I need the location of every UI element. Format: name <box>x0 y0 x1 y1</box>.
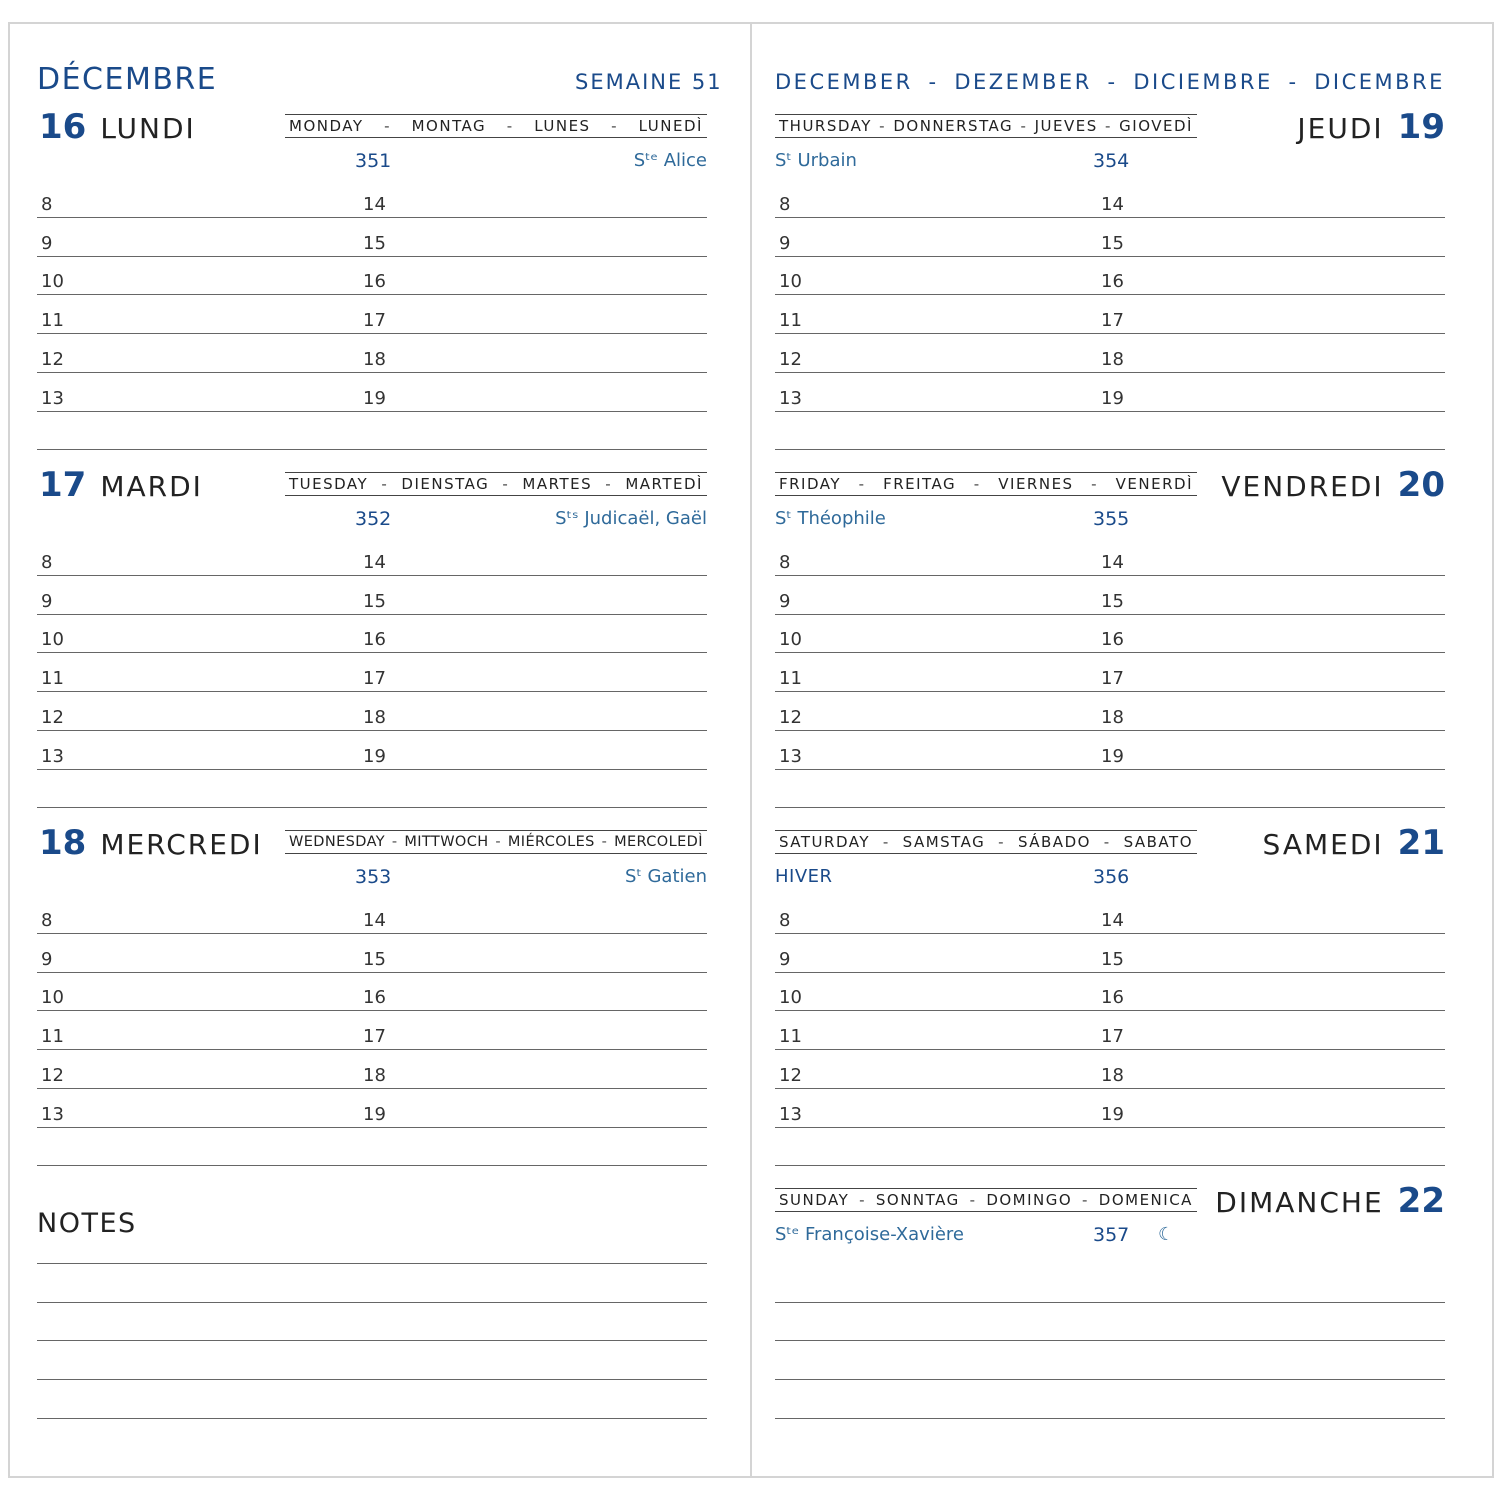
lang-de: SONNTAG <box>875 1191 960 1209</box>
hour-row[interactable] <box>775 577 1445 615</box>
sep: - <box>611 117 619 135</box>
hour-label: 10 <box>779 987 802 1009</box>
day-block-thursday <box>775 107 1445 440</box>
week-label: SEMAINE 51 <box>575 70 723 94</box>
sep: - <box>1105 117 1112 135</box>
lang-it: SABATO <box>1123 833 1193 851</box>
hour-label: 9 <box>779 590 791 612</box>
notes-line[interactable] <box>37 1263 707 1264</box>
month-de: DEZEMBER <box>954 70 1092 94</box>
sep: - <box>384 117 392 135</box>
hour-label: 18 <box>1101 1064 1124 1086</box>
notes-title: NOTES <box>37 1208 137 1239</box>
hour-row[interactable] <box>775 412 1445 450</box>
lang-de: MITTWOCH <box>404 834 489 850</box>
hour-label: 11 <box>41 310 64 332</box>
day-title <box>1262 823 1445 863</box>
hour-label: 11 <box>41 668 64 690</box>
hour-label: 15 <box>1101 232 1124 254</box>
lang-it: MERCOLEDÌ <box>614 834 703 850</box>
sunday-line[interactable] <box>775 1379 1445 1380</box>
hour-label: 18 <box>363 348 386 370</box>
hour-row[interactable] <box>37 615 707 653</box>
hour-label: 13 <box>779 745 802 767</box>
hour-label: 16 <box>1101 629 1124 651</box>
day-title <box>1221 465 1445 505</box>
hour-label: 9 <box>779 948 791 970</box>
hour-label: 12 <box>779 348 802 370</box>
sep: - <box>1091 475 1099 493</box>
day-block-wednesday <box>37 823 707 1156</box>
hour-label: 10 <box>41 271 64 293</box>
day-name: LUNDI <box>100 112 196 145</box>
day-translations <box>285 830 707 854</box>
day-number: 22 <box>1397 1181 1445 1221</box>
notes-line[interactable] <box>37 1340 707 1341</box>
day-name: JEUDI <box>1297 112 1384 145</box>
sep: - <box>1020 117 1028 135</box>
lang-es: JUEVES <box>1034 117 1098 135</box>
sep: - <box>969 1191 977 1209</box>
day-of-year: 356 <box>1093 866 1130 888</box>
day-of-year: 357 <box>1093 1224 1130 1246</box>
day-number: 20 <box>1397 465 1445 505</box>
hour-label: 13 <box>41 1103 64 1125</box>
hour-label: 11 <box>41 1026 64 1048</box>
hour-label: 19 <box>1101 387 1124 409</box>
hour-row[interactable] <box>37 296 707 334</box>
sep: - <box>495 834 502 850</box>
day-name: MARDI <box>100 470 203 503</box>
sep: - <box>859 1191 867 1209</box>
hour-label: 8 <box>41 194 53 215</box>
day-translations <box>775 472 1197 496</box>
month-it: DICEMBRE <box>1314 70 1445 94</box>
hour-label: 10 <box>779 629 802 651</box>
lang-de: DIENSTAG <box>401 475 490 493</box>
hour-label: 11 <box>779 310 802 332</box>
hour-label: 19 <box>363 387 386 409</box>
sep: - <box>605 475 613 493</box>
hour-label: 16 <box>1101 271 1124 293</box>
day-title <box>39 823 263 863</box>
month-es: DICIEMBRE <box>1133 70 1273 94</box>
day-title <box>39 107 196 147</box>
day-of-year: 352 <box>355 508 392 530</box>
day-translations <box>775 114 1197 138</box>
hour-row[interactable] <box>37 973 707 1011</box>
saint-name: Sᵗᵉ Alice <box>633 150 707 171</box>
saint-name: Sᵗᵉ Françoise-Xavière <box>775 1224 964 1245</box>
hour-row[interactable] <box>775 257 1445 295</box>
notes-line[interactable] <box>37 1379 707 1380</box>
day-number: 16 <box>39 107 87 147</box>
hour-label: 15 <box>363 948 386 970</box>
month-translations <box>775 70 1445 94</box>
day-title <box>1215 1181 1445 1221</box>
hour-label: 14 <box>1101 194 1124 215</box>
lang-es: MIÉRCOLES <box>507 834 595 850</box>
lang-en: TUESDAY <box>289 475 369 493</box>
hour-label: 16 <box>363 987 386 1009</box>
hour-row[interactable] <box>775 219 1445 257</box>
day-name: SAMEDI <box>1262 828 1384 861</box>
hour-label: 19 <box>363 1103 386 1125</box>
sep: - <box>973 475 981 493</box>
hour-label: 11 <box>779 668 802 690</box>
hour-row[interactable] <box>37 219 707 257</box>
day-title <box>39 465 203 505</box>
hour-row[interactable] <box>775 1128 1445 1166</box>
saint-name: Sᵗ Urbain <box>775 150 857 171</box>
hour-label: 16 <box>363 629 386 651</box>
hour-label: 13 <box>779 1103 802 1125</box>
sep: - <box>928 70 939 94</box>
lang-en: MONDAY <box>289 117 364 135</box>
sep: - <box>506 117 514 135</box>
hour-label: 18 <box>1101 348 1124 370</box>
hour-row[interactable] <box>775 1090 1445 1128</box>
hour-label: 18 <box>1101 706 1124 728</box>
hour-label: 9 <box>41 948 53 970</box>
hour-row[interactable] <box>37 257 707 295</box>
lang-es: VIERNES <box>998 475 1074 493</box>
day-of-year: 354 <box>1093 150 1130 172</box>
saint-name: Sᵗˢ Judicaël, Gaël <box>555 508 707 529</box>
hour-row[interactable] <box>37 412 707 450</box>
hour-row[interactable] <box>37 335 707 373</box>
hour-label: 14 <box>363 910 386 931</box>
day-translations <box>775 830 1197 854</box>
lang-es: MARTES <box>522 475 593 493</box>
day-name: VENDREDI <box>1221 470 1384 503</box>
hour-label: 12 <box>41 706 64 728</box>
hour-label: 15 <box>363 232 386 254</box>
sep: - <box>502 475 510 493</box>
lang-it: DOMENICA <box>1098 1191 1193 1209</box>
sep: - <box>1288 70 1299 94</box>
day-of-year: 355 <box>1093 508 1130 530</box>
day-number: 19 <box>1397 107 1445 147</box>
hour-label: 14 <box>363 194 386 215</box>
hour-row[interactable] <box>775 180 1445 218</box>
lang-en: FRIDAY <box>779 475 842 493</box>
lang-es: SÁBADO <box>1017 833 1091 851</box>
lang-en: SUNDAY <box>779 1191 850 1209</box>
hour-row[interactable] <box>37 1090 707 1128</box>
saint-name: HIVER <box>775 866 833 887</box>
hour-row[interactable] <box>37 770 707 808</box>
hour-label: 18 <box>363 1064 386 1086</box>
hour-label: 8 <box>779 910 791 931</box>
hour-label: 14 <box>363 552 386 573</box>
lang-it: MARTEDÌ <box>625 475 703 493</box>
hour-row[interactable] <box>775 1051 1445 1089</box>
hour-label: 12 <box>41 348 64 370</box>
hour-row[interactable] <box>775 538 1445 576</box>
lang-en: SATURDAY <box>779 833 871 851</box>
hour-label: 10 <box>41 987 64 1009</box>
day-translations <box>775 1188 1197 1212</box>
hour-label: 15 <box>363 590 386 612</box>
lang-en: WEDNESDAY <box>289 834 386 850</box>
hour-label: 9 <box>41 590 53 612</box>
hour-row[interactable] <box>775 732 1445 770</box>
hour-label: 8 <box>779 194 791 215</box>
hour-label: 19 <box>1101 1103 1124 1125</box>
sep: - <box>381 475 389 493</box>
day-number: 21 <box>1397 823 1445 863</box>
hour-label: 14 <box>1101 552 1124 573</box>
sep: - <box>391 834 398 850</box>
hour-label: 11 <box>779 1026 802 1048</box>
day-block-saturday <box>775 823 1445 1156</box>
hour-row[interactable] <box>37 577 707 615</box>
hour-row[interactable] <box>775 770 1445 808</box>
sep: - <box>1103 833 1111 851</box>
hour-label: 17 <box>1101 668 1124 690</box>
hour-label: 17 <box>363 1026 386 1048</box>
hour-row[interactable] <box>775 973 1445 1011</box>
day-block-friday <box>775 465 1445 798</box>
hour-row[interactable] <box>775 654 1445 692</box>
hour-label: 12 <box>41 1064 64 1086</box>
hour-label: 17 <box>363 310 386 332</box>
hour-row[interactable] <box>37 693 707 731</box>
lang-es: DOMINGO <box>986 1191 1073 1209</box>
hour-row[interactable] <box>37 1128 707 1166</box>
sunday-line[interactable] <box>775 1302 1445 1303</box>
hour-row[interactable] <box>775 693 1445 731</box>
hour-label: 8 <box>779 552 791 573</box>
hour-label: 12 <box>779 706 802 728</box>
hour-label: 14 <box>1101 910 1124 931</box>
hour-label: 19 <box>1101 745 1124 767</box>
lang-de: SAMSTAG <box>902 833 986 851</box>
hour-label: 12 <box>779 1064 802 1086</box>
hour-row[interactable] <box>775 296 1445 334</box>
hour-label: 16 <box>363 271 386 293</box>
hour-row[interactable] <box>37 1012 707 1050</box>
hour-row[interactable] <box>775 1012 1445 1050</box>
hour-row[interactable] <box>37 538 707 576</box>
sep: - <box>1082 1191 1089 1209</box>
hour-row[interactable] <box>37 374 707 412</box>
lang-it: GIOVEDÌ <box>1119 117 1193 135</box>
hour-label: 15 <box>1101 590 1124 612</box>
hour-row[interactable] <box>37 180 707 218</box>
hour-row[interactable] <box>37 1051 707 1089</box>
day-name: MERCREDI <box>100 828 263 861</box>
hour-label: 15 <box>1101 948 1124 970</box>
hour-label: 17 <box>1101 310 1124 332</box>
sep: - <box>879 117 887 135</box>
sep: - <box>1107 70 1118 94</box>
moon-phase-icon: ☾ <box>1158 1224 1175 1245</box>
hour-row[interactable] <box>775 896 1445 934</box>
hour-label: 19 <box>363 745 386 767</box>
hour-label: 18 <box>363 706 386 728</box>
day-number: 18 <box>39 823 87 863</box>
day-of-year: 351 <box>355 150 392 172</box>
hour-row[interactable] <box>775 374 1445 412</box>
day-of-year: 353 <box>355 866 392 888</box>
hour-label: 10 <box>41 629 64 651</box>
hour-label: 9 <box>779 232 791 254</box>
notes-line[interactable] <box>37 1418 707 1419</box>
hour-label: 17 <box>1101 1026 1124 1048</box>
day-title <box>1297 107 1445 147</box>
hour-row[interactable] <box>37 896 707 934</box>
hour-label: 16 <box>1101 987 1124 1009</box>
day-translations <box>285 114 707 138</box>
day-number: 17 <box>39 465 87 505</box>
hour-row[interactable] <box>775 335 1445 373</box>
lang-de: FREITAG <box>883 475 957 493</box>
saint-name: Sᵗ Gatien <box>625 866 707 887</box>
day-block-sunday <box>775 1181 1445 1304</box>
lang-it: VENERDÌ <box>1115 475 1193 493</box>
sunday-line[interactable] <box>775 1418 1445 1419</box>
sep: - <box>858 475 866 493</box>
hour-label: 8 <box>41 552 53 573</box>
day-block-monday <box>37 107 707 440</box>
month-title: DÉCEMBRE <box>37 62 218 97</box>
hour-row[interactable] <box>37 935 707 973</box>
hour-label: 9 <box>41 232 53 254</box>
lang-de: DONNERSTAG <box>893 117 1014 135</box>
sep: - <box>882 833 890 851</box>
page-fold <box>750 24 752 1476</box>
hour-row[interactable] <box>775 935 1445 973</box>
hour-row[interactable] <box>37 732 707 770</box>
hour-row[interactable] <box>775 615 1445 653</box>
hour-label: 8 <box>41 910 53 931</box>
hour-label: 13 <box>41 387 64 409</box>
hour-row[interactable] <box>37 654 707 692</box>
hour-label: 13 <box>41 745 64 767</box>
lang-es: LUNES <box>534 117 591 135</box>
month-en: DECEMBER <box>775 70 913 94</box>
saint-name: Sᵗ Théophile <box>775 508 886 529</box>
sunday-line[interactable] <box>775 1340 1445 1341</box>
day-translations <box>285 472 707 496</box>
sep: - <box>998 833 1006 851</box>
day-name: DIMANCHE <box>1215 1186 1384 1219</box>
lang-it: LUNEDÌ <box>638 117 703 135</box>
lang-de: MONTAG <box>411 117 487 135</box>
hour-label: 13 <box>779 387 802 409</box>
hour-label: 17 <box>363 668 386 690</box>
hour-label: 10 <box>779 271 802 293</box>
sep: - <box>601 834 608 850</box>
lang-en: THURSDAY <box>779 117 872 135</box>
notes-line[interactable] <box>37 1302 707 1303</box>
day-block-tuesday <box>37 465 707 798</box>
